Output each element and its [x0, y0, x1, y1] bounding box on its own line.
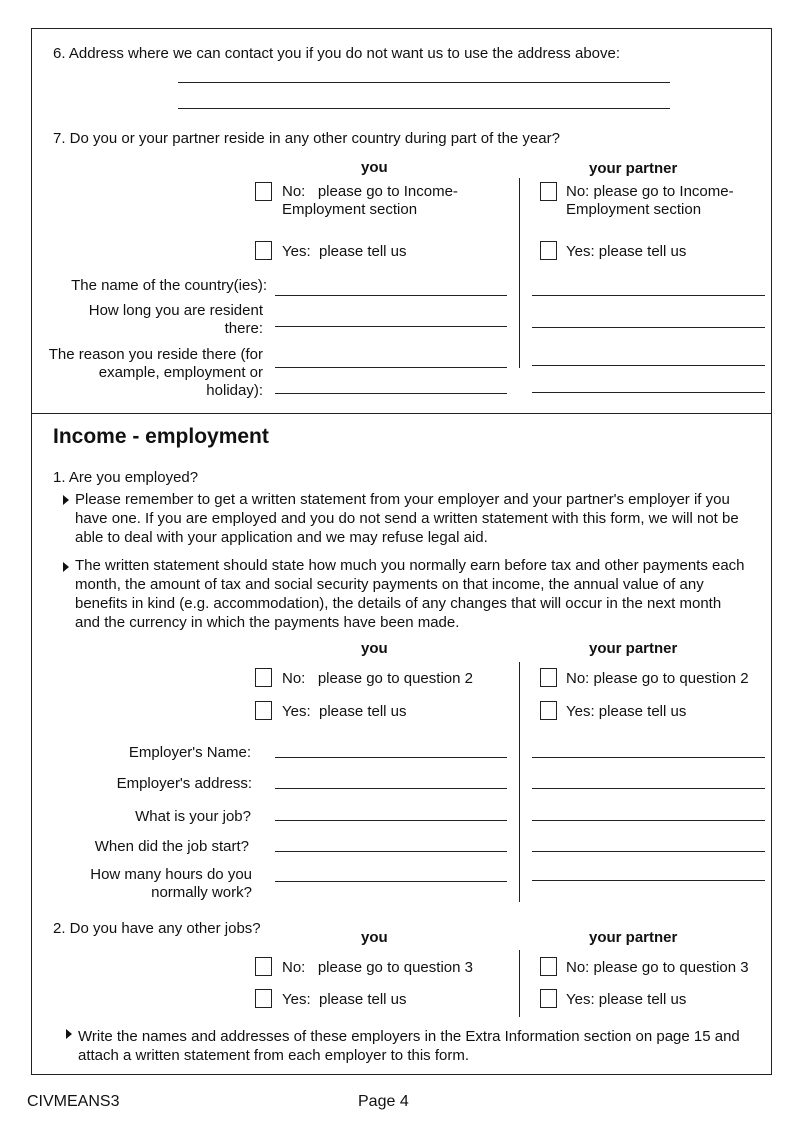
employer-address-label: Employer's address: — [116, 775, 252, 792]
employed-you-yes-label: Yes: please tell us — [282, 703, 407, 720]
reason-you-line-2[interactable] — [275, 393, 507, 394]
employed-partner-yes-label: Yes: please tell us — [566, 703, 687, 720]
question-1: 1. Are you employed? — [53, 469, 199, 486]
employed-you-no-checkbox[interactable] — [255, 668, 272, 687]
reason-partner-line-1[interactable] — [532, 365, 765, 366]
country-partner-line[interactable] — [532, 295, 765, 296]
address-line-2[interactable] — [178, 108, 670, 109]
bullet-3: Write the names and addresses of these employers in the Extra Information section on page 15 and attach a written statement from each employer to this form. — [78, 1028, 740, 1064]
reason-label: The reason you reside there (for example, employment or holiday): — [48, 346, 263, 399]
bullet-arrow-icon — [66, 1029, 72, 1039]
reason-you-line-1[interactable] — [275, 367, 507, 368]
partner-no-checkbox[interactable] — [540, 182, 557, 201]
other-jobs-partner-no-checkbox[interactable] — [540, 957, 557, 976]
job-label: What is your job? — [135, 808, 251, 825]
form-code: CIVMEANS3 — [27, 1093, 120, 1110]
employer-address-partner-line[interactable] — [532, 788, 765, 789]
partner-no-label: No: please go to Income-Employment section — [566, 183, 734, 218]
other-jobs-partner-no-label: No: please go to question 3 — [566, 959, 749, 976]
you-no-label: No: please go to Income-Employment section — [282, 183, 458, 218]
question-2: 2. Do you have any other jobs? — [53, 920, 261, 937]
you-no-checkbox[interactable] — [255, 182, 272, 201]
partner-header: your partner — [589, 929, 678, 946]
you-yes-label: Yes: please tell us — [282, 243, 407, 260]
bullet-2: The written statement should state how much you normally earn before tax and other payments each month, the amount of tax and social security payments on that income, the annual value of any benefits in kind (e.g. accommodation), the details of any changes that will occur in the next month and the currency in which the payments have been made. — [75, 557, 745, 631]
bullet-arrow-icon — [63, 495, 69, 505]
partner-header: your partner — [589, 160, 678, 177]
other-jobs-you-no-checkbox[interactable] — [255, 957, 272, 976]
employed-you-yes-checkbox[interactable] — [255, 701, 272, 720]
reason-partner-line-2[interactable] — [532, 392, 765, 393]
employer-name-partner-line[interactable] — [532, 757, 765, 758]
job-start-partner-line[interactable] — [532, 851, 765, 852]
employed-you-no-label: No: please go to question 2 — [282, 670, 473, 687]
job-start-label: When did the job start? — [94, 838, 249, 855]
hours-label: How many hours do you normally work? — [90, 866, 252, 901]
partner-yes-checkbox[interactable] — [540, 241, 557, 260]
you-header: you — [361, 159, 388, 176]
other-jobs-partner-yes-label: Yes: please tell us — [566, 991, 687, 1008]
column-divider — [519, 178, 520, 368]
other-jobs-you-yes-checkbox[interactable] — [255, 989, 272, 1008]
how-long-partner-line[interactable] — [532, 327, 765, 328]
how-long-label: How long you are resident there: — [88, 302, 263, 337]
country-label: The name of the country(ies): — [71, 277, 267, 294]
hours-you-line[interactable] — [275, 881, 507, 882]
job-partner-line[interactable] — [532, 820, 765, 821]
column-divider — [519, 950, 520, 1017]
how-long-you-line[interactable] — [275, 326, 507, 327]
partner-yes-label: Yes: please tell us — [566, 243, 687, 260]
partner-header: your partner — [589, 640, 678, 657]
question-6: 6. Address where we can contact you if you do not want us to use the address above: — [53, 45, 621, 62]
employed-partner-no-checkbox[interactable] — [540, 668, 557, 687]
employed-partner-no-label: No: please go to question 2 — [566, 670, 749, 687]
column-divider — [519, 662, 520, 902]
job-start-you-line[interactable] — [275, 851, 507, 852]
you-header: you — [361, 929, 388, 946]
other-jobs-partner-yes-checkbox[interactable] — [540, 989, 557, 1008]
employer-name-you-line[interactable] — [275, 757, 507, 758]
question-7: 7. Do you or your partner reside in any other country during part of the year? — [53, 130, 560, 147]
income-title: Income - employment — [53, 425, 269, 448]
job-you-line[interactable] — [275, 820, 507, 821]
address-line-1[interactable] — [178, 82, 670, 83]
bullet-arrow-icon — [63, 562, 69, 572]
you-yes-checkbox[interactable] — [255, 241, 272, 260]
other-jobs-you-no-label: No: please go to question 3 — [282, 959, 473, 976]
employer-address-you-line[interactable] — [275, 788, 507, 789]
other-jobs-you-yes-label: Yes: please tell us — [282, 991, 407, 1008]
employer-name-label: Employer's Name: — [128, 744, 251, 761]
page-number: Page 4 — [358, 1093, 409, 1110]
you-header: you — [361, 640, 388, 657]
country-you-line[interactable] — [275, 295, 507, 296]
hours-partner-line[interactable] — [532, 880, 765, 881]
employed-partner-yes-checkbox[interactable] — [540, 701, 557, 720]
bullet-1: Please remember to get a written statement from your employer and your partner's employer if you have one. If you are employed and you do not send a written statement with this form, we will not be able to deal with your application and we may refuse legal aid. — [75, 491, 739, 546]
